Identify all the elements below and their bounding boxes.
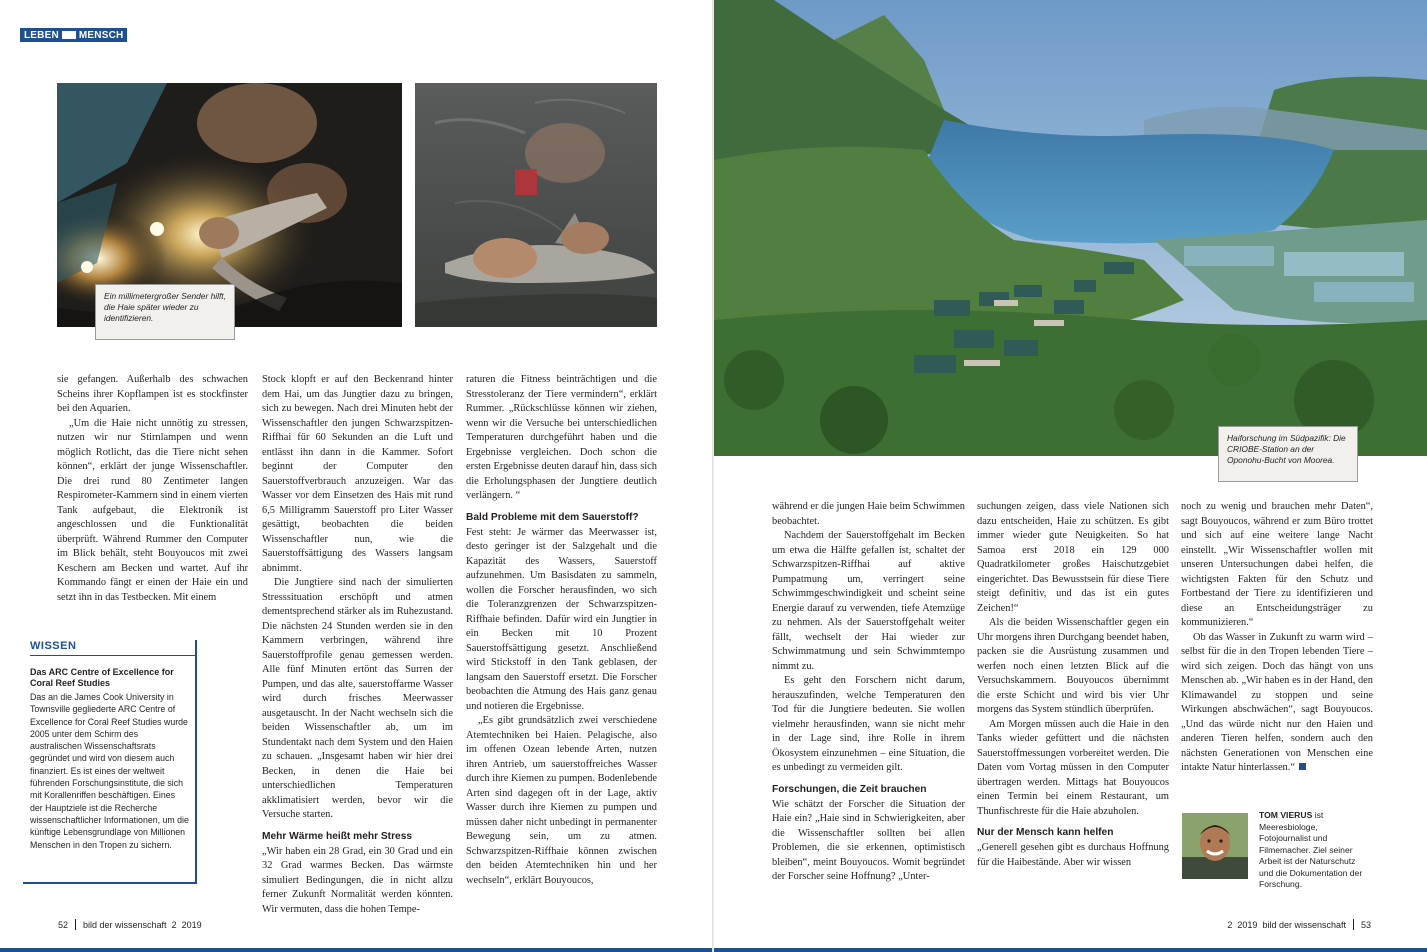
paragraph: Es geht den Forschern nicht darum, herauszufinden, welche Temperaturen den Tod für die Jungtiere bedeuten. Sie wollen vielmehr herausfinden, wann sie nicht mehr in der Lage sind, ihre Rolle in ihrem Ökosystem einzunehmen – eine Situation, die es unbedingt zu vermeiden gilt. <box>772 675 965 773</box>
section-tag-right: MENSCH <box>78 29 124 41</box>
magazine-name: bild der wissenschaft <box>1262 919 1346 930</box>
folio-right <box>1227 919 1371 930</box>
info-box-label: WISSEN <box>30 640 77 652</box>
author-portrait <box>1182 813 1248 879</box>
photo-shark-tagging-caption: Ein millimetergroßer Sender hilft, die Haie später wieder zu identifizieren. <box>95 284 235 340</box>
paragraph: Fest steht: Je wärmer das Meerwasser ist, desto geringer ist der Salzgehalt und die Kapazität des Wassers, Sauerstoff aufzunehmen. Um Basisdaten zu sammeln, wollen die Forscher herausfinden, wo sich die Toleranzgrenzen der Schwarzspitzen-Riffhaie befinden. Dafür wird ein Jungtier in ein Becken mit 10 Prozent Sauerstoffsättigung gesetzt. Anschließend wird Stickstoff in den Tank geblasen, der langsam den Sauerstoff ersetzt. Die Forscher beobachten die Atmung des Hais ganz genau und notieren die Ergebnisse. <box>466 526 657 712</box>
page-number: 52 <box>58 919 69 930</box>
bottom-rule-right <box>714 948 1427 952</box>
paragraph: Die Jungtiere sind nach der simulierten Stresssituation erschöpft und atmen dementsprechend stärker als im Ruhezustand. Die nächsten 24 Stunden werden sie in den Kammern verbringen, während ihre Sauerstoffprofile genau gemessen werden. Alle fünf Minuten ertönt das Surren der Pumpen, und das alte, sauerstoffarme Wasser wird durch frisches Meerwasser ausgetauscht. In der Nacht wechseln sich die beiden Wissenschaftler ab, um im Stundentakt nach dem System und den Haien zu schauen. „Insgesamt haben wir hier drei Becken, in denen die Haie bei unterschiedlichen Temperaturen akklimatisiert werden, bevor wir die Versuche starten. <box>262 577 453 820</box>
paragraph: Wie schätzt der Forscher die Situation der Haie ein? „Haie sind in Schwierigkeiten, aber die Wissenschaftler sollten bei allen Problemen, die sie erkennen, optimistisch bleiben“, meint Bouyoucos. Womit begründet der Forscher seine Hoffnung? „Unter- <box>772 798 965 882</box>
author-bio <box>1259 810 1371 891</box>
article-column-4 <box>772 500 965 895</box>
article-column-2 <box>262 373 453 915</box>
paragraph: Als die beiden Wissenschaftler gegen ein Uhr morgens ihren Durchgang beendet haben, packen sie die Ausrüstung zusammen und werfen noch einen letzten Blick auf die Versuchskammern. Bouyoucos übernimmt die erste Schicht und wird bis vier Uhr morgens das System stündlich überprüfen. <box>977 617 1169 715</box>
info-box-wissen <box>23 640 197 884</box>
paragraph: Stock klopft er auf den Beckenrand hinter dem Hai, um das Jungtier dazu zu bringen, sich zu bewegen. Nach drei Minuten hebt der Wissenschaftler den jungen Schwarzspitzen-Riffhai für 60 Sekunden an die Luft und entlässt ihn dann in die Kammer. Sofort beginnt der Computer den Sauerstoffverbrauch anzuzeigen. War das Wasser vor dem Einsetzen des Hais mit rund 6,5 Milligramm Sauerstoff pro Liter Wasser gesättigt, beobachten die beiden Wissenschaftler nun, wie die Sauerstoffsättigung des Wassers langsam abnimmt. <box>262 374 453 574</box>
author-description: ist Meeresbiologe, Fotojournalist und Filmemacher. Ziel seiner Arbeit ist der Naturschutz und die Dokumentation der Forschung. <box>1259 810 1363 889</box>
paragraph: „Es gibt grundsätzlich zwei verschiedene Atemtechniken bei Haien. Pelagische, also im offenen Ozean lebende Arten, nutzen ihren Antrieb, um sauerstoffreiches Wasser durch ihre Kiemen zu pumpen. Bodenlebende Arten sind dagegen oft in der Lage, aktiv Wasser durch ihre Kiemen zu pumpen und müssen daher nicht unbedingt in permanenter Bewegung sein, um zu atmen. Schwarzspitzen-Riffhaie können zwischen den beiden Atemtechniken hin und her wechseln“, erklärt Bouyoucos, <box>466 715 658 886</box>
bottom-rule-left <box>0 948 712 952</box>
folio-divider <box>75 919 76 930</box>
info-box-heading: Das ARC Centre of Excellence for Coral Reef Studies <box>30 667 174 688</box>
article-column-1 <box>57 373 248 603</box>
section-tag <box>20 28 127 42</box>
article-column-6 <box>1181 500 1373 778</box>
subheading-nur-der-mensch: Nur der Mensch kann helfen <box>977 827 1114 838</box>
paragraph: raturen die Fitness beinträchtigen und die Stresstoleranz der Tiere vermindern“, erklärt Rummer. „Rückschlüsse können wir ziehen, wenn wir die Versuche bei unterschiedlichen Temperaturen durchgeführt haben und die Ergebnisse vergleichen. Doch schon die ersten Ergebnisse deuten darauf hin, dass sich die Erholungsphasen der Jungtiere deutlich verlängern. “ <box>466 374 657 501</box>
folio-left <box>58 919 202 930</box>
paragraph: sie gefangen. Außerhalb des schwachen Scheins ihrer Kopflampen ist es stockfinster bei den Aquarien. <box>57 374 248 414</box>
folio-divider <box>1353 919 1354 930</box>
paragraph: noch zu wenig und brauchen mehr Daten“, sagt Bouyoucos, während er zum Büro trottet und sich auf eine weitere lange Nacht einstellt. „Wir Wissenschaftler wollen mit unseren Untersuchungen dabei helfen, die wichtigsten Fakten für den Schutz und Fortbestand der Tiere zu identifizieren und diese an Entscheidungsträger zu kommunizieren.“ <box>1181 501 1373 628</box>
section-tag-separator <box>62 31 76 39</box>
subheading-sauerstoff: Bald Probleme mit dem Sauerstoff? <box>466 511 639 523</box>
paragraph: Am Morgen müssen auch die Haie in den Tanks wieder gefüttert und die nächsten Sauerstoffmessungen vorbereitet werden. Die Daten vom Vortag müssen in den Computer übertragen werden. Mittags hat Bouyoucos einen Termin bei einem Restaurant, um Thunfischreste für die Haie abzuholen. <box>977 718 1169 817</box>
article-column-3 <box>466 373 657 893</box>
photo-criobe-station-caption: Haiforschung im Südpazifik: Die CRIOBE-Station an der Oponohu-Bucht von Moorea. <box>1218 426 1358 482</box>
subheading-mehr-waerme: Mehr Wärme heißt mehr Stress <box>262 830 413 842</box>
article-column-5 <box>977 500 1169 895</box>
section-tag-left: LEBEN <box>24 29 59 41</box>
paragraph <box>1181 631 1373 776</box>
info-box-rule <box>30 655 195 656</box>
page-number: 53 <box>1360 919 1371 930</box>
subheading-forschungen: Forschungen, die Zeit brauchen <box>772 783 927 795</box>
paragraph: „Generell gesehen gibt es durchaus Hoffnung für die Haibestände. Aber wir wissen <box>977 842 1169 868</box>
article-end-mark <box>1299 763 1306 770</box>
paragraph: während er die jungen Haie beim Schwimmen beobachtet. <box>772 501 965 527</box>
issue-number: 2 2019 <box>171 919 202 930</box>
paragraph: Nachdem der Sauerstoffgehalt im Becken um etwa die Hälfte gefallen ist, schaltet der Schwarzspitzen-Riffhai auf aktive Pumpatmung um, verringert seine Schwimmgeschwindigkeit und scheint seine Energie darauf zu verwenden, tiefe Atemzüge zu nehmen. Als der Sauerstoffgehalt weiter fällt, wechselt der Hai wieder zur Schwimmatmung und sein Schwimmtempo nimmt zu. <box>772 530 965 672</box>
magazine-name: bild der wissenschaft <box>83 919 167 930</box>
author-name: TOM VIERUS <box>1259 810 1313 820</box>
paragraph: „Wir haben ein 28 Grad, ein 30 Grad und ein 32 Grad warmes Becken. Das wärmste simuliert Bedingungen, die in nicht allzu ferner Zukunft Normalität werden könnten. Wir vermuten, dass die hohen Tempe- <box>262 845 453 915</box>
photo-shark-in-water <box>415 83 657 327</box>
paragraph: suchungen zeigen, dass viele Nationen sich dazu entscheiden, Haie zu schützen. Es gibt immer wieder gute Neuigkeiten. So hat Samoa erst 2018 ein 129 000 Quadratkilometer großes Haischutzgebiet eingerichtet. Das Bewusstsein für diese Tiere steigt definitiv, und das ist ein gutes Zeichen!“ <box>977 501 1169 614</box>
photo-criobe-station-aerial <box>714 0 1427 456</box>
issue-number: 2 2019 <box>1227 919 1258 930</box>
info-box-body: Das an die James Cook University in Townsville gegliederte ARC Centre of Excellence for Coral Reef Studies wurde 2005 unter dem Schirm des australischen Wissenschaftsrats gegründet und wird von diesem auch finanziert. Es ist eines der weltweit führenden Forschungsinstitute, die sich mit Korallenriffen beschäftigen. Eines der Hauptziele ist die Recherche wissenschaftlicher Informationen, um die künftige Lebensgrundlage von Millionen Menschen in den Tropen zu sichern. <box>30 692 189 850</box>
paragraph-text: Ob das Wasser in Zukunft zu warm wird – selbst für die in den Tropen lebenden Tiere – wird sich zeigen. Doch das hängt von uns Menschen ab. „Wir haben es in der Hand, den Klimawandel zu stoppen und seine Wirkungen abschwächen“, sagt Bouyoucos. „Und das würde nicht nur den Haien und anderen Tieren helfen, sondern auch den nächsten Generationen von Menschen eine intakte Natur hinterlassen.“ <box>1181 631 1373 773</box>
paragraph: „Um die Haie nicht unnötig zu stressen, nutzen wir nur Stirnlampen und wenn möglich Rotlicht, das die Tiere nicht sehen können“, erklärt der junge Wissenschaftler. Die drei rund 80 Zentimeter langen Respirometer-Kammern sind in einem vierten Tank aufgebaut, die Elektronik ist angeschlossen und die Funktionalität überprüft. Während Rummer den Computer im Blick behält, steht Bouyoucos mit zwei Keschern am Becken und wartet. Auf ihr Kommando fängt er einen der Haie ein und setzt ihn in das Testbecken. Mit einem <box>57 417 248 603</box>
